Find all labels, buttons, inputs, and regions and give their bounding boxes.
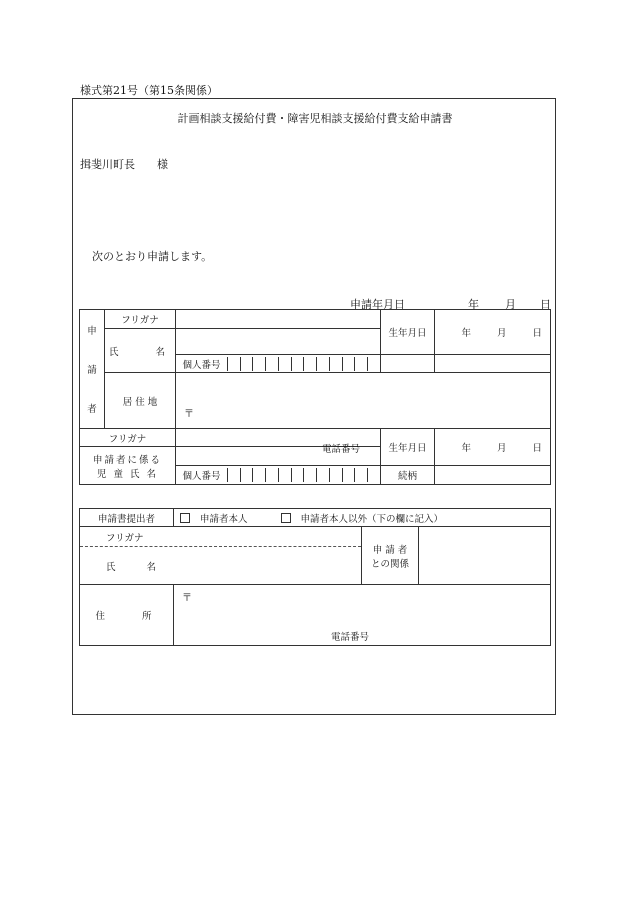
submitter-options <box>174 509 551 527</box>
child-furigana-label: フリガナ <box>80 429 176 447</box>
submitter-furigana-label: フリガナ <box>80 527 361 547</box>
applicant-birthdate-label: 生年月日 <box>381 310 435 355</box>
application-date-label: 申請年月日 <box>350 298 405 311</box>
applicant-table <box>79 309 551 485</box>
application-date-year: 年 <box>468 298 479 311</box>
postal-mark: 〒 <box>184 408 194 420</box>
submitter-relation-label: 申 請 者 との関係 <box>362 527 419 585</box>
submitter-table <box>79 508 551 646</box>
submitter-postal-mark: 〒 <box>182 593 192 604</box>
request-text: 次のとおり申請します。 <box>92 250 213 263</box>
applicant-birthdate-field[interactable]: 年 月 日 <box>435 310 551 355</box>
application-date-day: 日 <box>540 298 551 311</box>
addressee: 揖斐川町長 様 <box>80 158 168 171</box>
option-other[interactable]: 申請者本人以外（下の欄に記入） <box>281 514 444 525</box>
form-title: 計画相談支援給付費・障害児相談支援給付費支給申請書 <box>177 112 453 125</box>
applicant-phone-label: 電話番号 <box>322 443 361 455</box>
applicant-blank-a <box>381 355 435 373</box>
applicant-furigana-label: フリガナ <box>105 310 176 329</box>
submitter-address-label: 住 所 <box>80 585 174 646</box>
child-my-number-label: 個人番号 <box>176 468 228 482</box>
applicant-my-number-label: 個人番号 <box>176 357 228 371</box>
applicant-name-label: 氏 名 <box>105 329 176 373</box>
child-relationship-field[interactable] <box>435 466 551 485</box>
applicant-my-number[interactable] <box>176 355 381 373</box>
submitter-name-block <box>80 527 362 585</box>
checkbox-self[interactable] <box>180 513 190 523</box>
applicant-address-label: 居 住 地 <box>105 373 176 429</box>
form-number: 様式第21号（第15条関係） <box>80 84 218 97</box>
applicant-section-label: 申 請 者 <box>80 310 105 429</box>
submitter-label: 申請書提出者 <box>80 509 174 527</box>
option-self[interactable]: 申請者本人 <box>180 514 248 525</box>
submitter-relation-field[interactable] <box>419 527 551 585</box>
child-name-label: 申請者に係る 児 童 氏 名 <box>80 447 176 485</box>
child-relationship-label: 続柄 <box>381 466 435 485</box>
applicant-blank-b <box>435 355 551 373</box>
submitter-address-field[interactable] <box>174 585 551 646</box>
child-my-number[interactable] <box>176 466 381 485</box>
child-birthdate-label: 生年月日 <box>381 429 435 466</box>
applicant-name-field[interactable] <box>176 329 381 355</box>
child-birthdate-field[interactable]: 年 月 日 <box>435 429 551 466</box>
submitter-name-label: 氏 名 <box>106 561 161 573</box>
checkbox-other[interactable] <box>281 513 291 523</box>
submitter-phone-label: 電話番号 <box>331 632 370 643</box>
application-date-month: 月 <box>505 298 516 311</box>
applicant-furigana-field[interactable] <box>176 310 381 329</box>
